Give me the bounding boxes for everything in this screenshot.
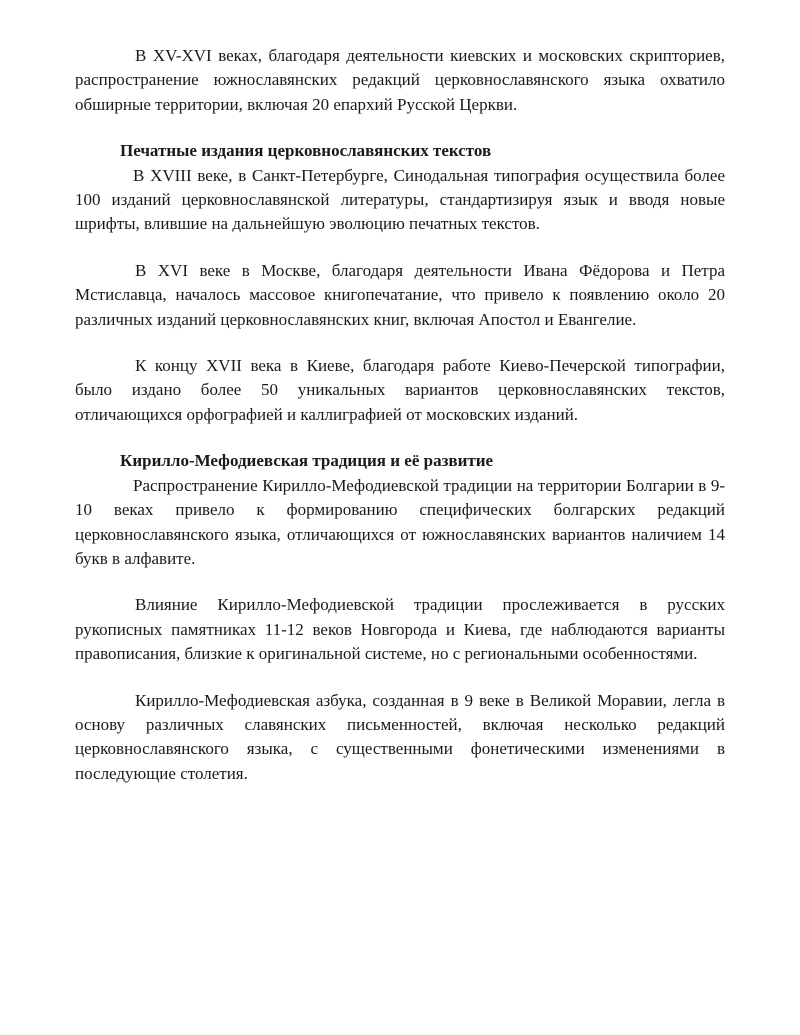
paragraph-moscow-printing: В XVI веке в Москве, благодаря деятельности Ивана Фёдорова и Петра Мстиславца, началось массовое книгопечатание, что привело к появлению около 20 различных изданий церковнославянских книг, включая Апостол и Евангелие. [75, 260, 725, 329]
section-heading-printed-editions: Печатные издания церковнославянских текстов [120, 141, 492, 161]
intro-paragraph: В XV-XVI веках, благодаря деятельности киевских и московских скрипториев, распространение южнославянских редакций церковнославянского языка охватило обширные территории, включая 20 епархий Русской Церкви. [75, 46, 725, 114]
document-page [75, 44, 725, 786]
paragraph-synodal-press: В XVIII веке, в Санкт-Петербурге, Синодальная типография осуществила более 100 изданий церковнославянской литературы, стандартизируя язык и вводя новые шрифты, влившие на дальнейшую эволюцию печатных текстов. [75, 165, 725, 234]
paragraph-kiev-printing: К концу XVII века в Киеве, благодаря работе Киево-Печерской типографии, было издано более 50 уникальных вариантов церковнославянских текстов, отличающихся орфографией и каллиграфией от московских изданий. [75, 356, 725, 424]
paragraph-moravia-alphabet: Кирилло-Мефодиевская азбука, созданная в 9 веке в Великой Моравии, легла в основу различных славянских письменностей, включая несколько редакций церковнославянского языка, с существенными фонетическими изменениями в последующие столетия. [75, 690, 725, 783]
paragraph-russian-manuscripts: Влияние Кирилло-Мефодиевской традиции прослеживается в русских рукописных памятниках 11-12 веков Новгорода и Киева, где наблюдаются варианты правописания, близкие к оригинальной системе, но с региональными особенностями. [75, 595, 725, 664]
paragraph-bulgaria: Распространение Кирилло-Мефодиевской традиции на территории Болгарии в 9-10 веках привело к формированию специфических болгарских редакций церковнославянского языка, отличающихся от южнославянских вариантов наличием 14 букв в алфавите. [75, 475, 725, 568]
section-heading-cyrillo-methodian: Кирилло-Мефодиевская традиция и её развитие [120, 451, 494, 471]
